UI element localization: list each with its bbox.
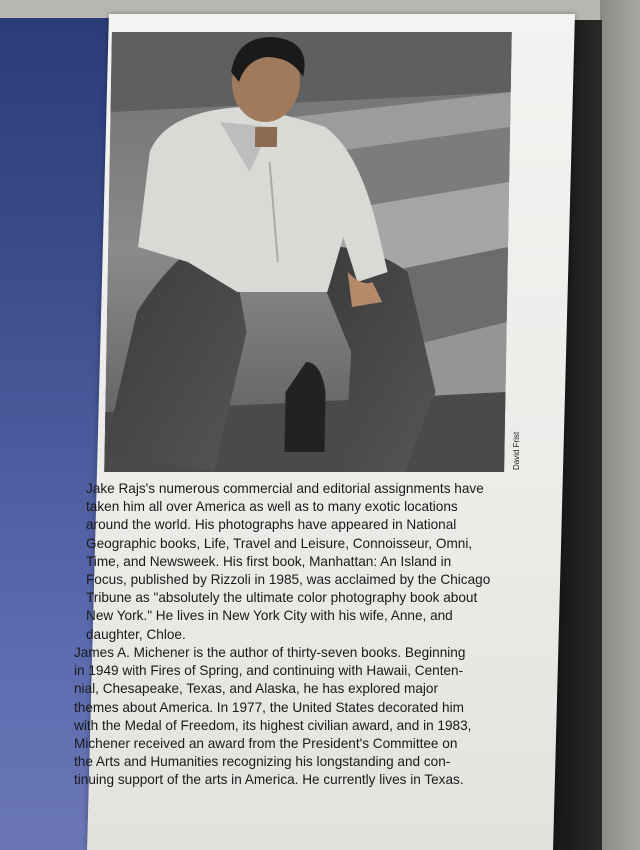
bio-jake-line: around the world. His photographs have appeared in National [86, 517, 457, 533]
photo-credit: David Frist [512, 431, 521, 470]
bio-jake-line: Time, and Newsweek. His first book, Manhattan: An Island in [86, 553, 452, 569]
bio-jake-line: taken him all over America as well as to many exotic locations [86, 499, 458, 515]
bio-michener-line: Michener received an award from the President's Committee on [74, 736, 458, 752]
bio-james-michener [74, 644, 534, 790]
bio-michener-line: in 1949 with Fires of Spring, and continuing with Hawaii, Centen- [74, 663, 464, 679]
author-portrait-photo [104, 32, 512, 472]
bio-jake-line: Jake Rajs's numerous commercial and editorial assignments have [86, 481, 484, 496]
bio-jake-rajs [86, 480, 546, 644]
bio-michener-line: James A. Michener is the author of thirty-seven books. Beginning [74, 645, 466, 660]
bio-michener-line: tinuing support of the arts in America. He currently lives in Texas. [74, 772, 464, 788]
bio-michener-line: nial, Chesapeake, Texas, and Alaska, he has explored major [74, 681, 438, 697]
bio-jake-line: Focus, published by Rizzoli in 1985, was acclaimed by the Chicago [86, 572, 491, 588]
bio-jake-line: Geographic books, Life, Travel and Leisure, Connoisseur, Omni, [86, 535, 473, 551]
bio-michener-line: with the Medal of Freedom, its highest civilian award, and in 1983, [74, 717, 472, 733]
bio-michener-line: the Arts and Humanities recognizing his longstanding and con- [74, 754, 451, 770]
bio-michener-line: themes about America. In 1977, the United States decorated him [74, 699, 464, 715]
table-surface [600, 0, 640, 850]
bio-jake-line: Tribune as "absolutely the ultimate color photography book about [86, 590, 478, 606]
bio-jake-line: daughter, Chloe. [86, 626, 186, 642]
bio-jake-line: New York." He lives in New York City with his wife, Anne, and [86, 608, 453, 624]
